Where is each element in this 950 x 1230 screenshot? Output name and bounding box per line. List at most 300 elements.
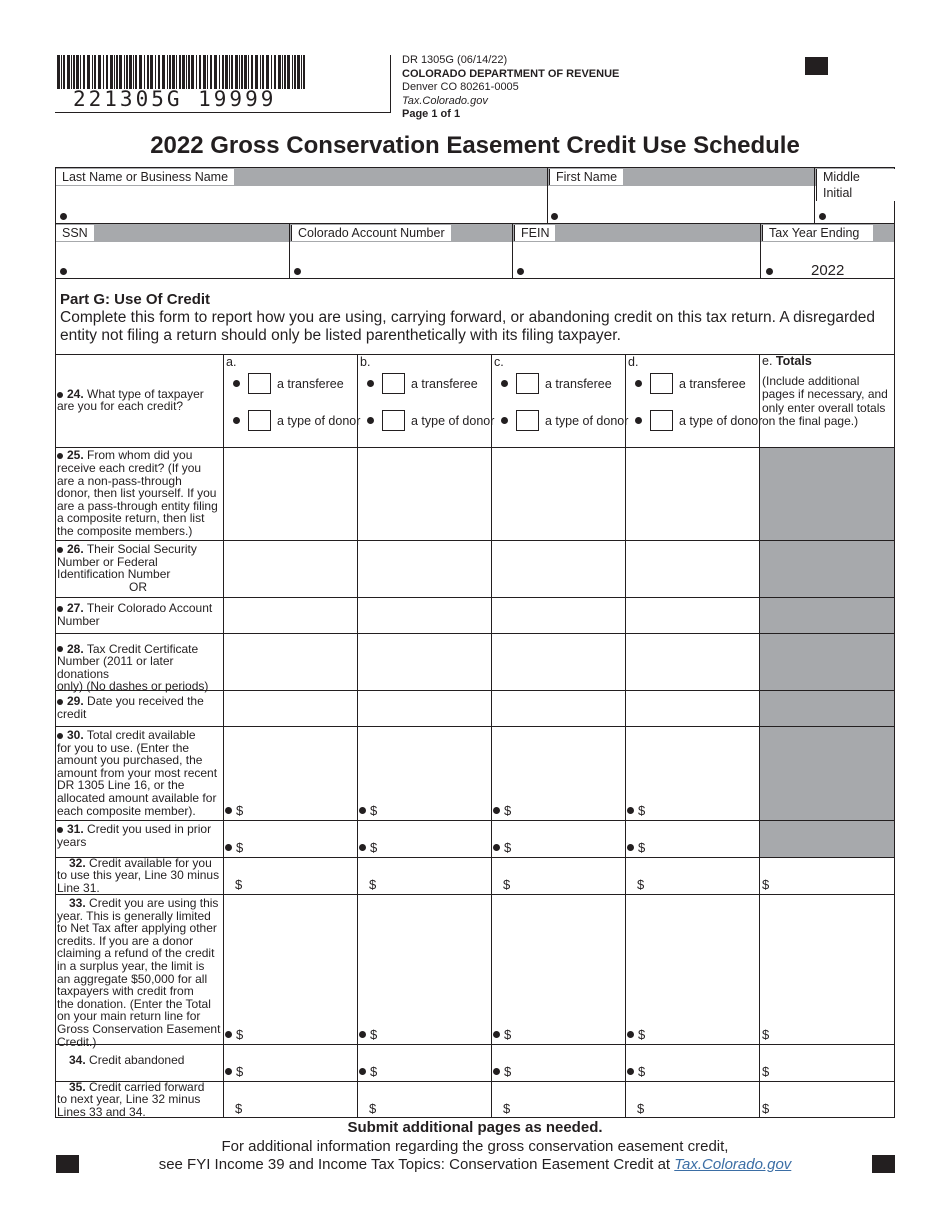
barcode-bar: [292, 55, 293, 89]
line-24-label: [57, 388, 222, 413]
line-33-col-a[interactable]: [223, 894, 357, 1044]
line-24-col-b[interactable]: [357, 354, 495, 447]
currency-prefix: [503, 877, 510, 892]
dollar-sign: $: [236, 803, 244, 818]
totals-shade: [759, 540, 894, 597]
first-name-label: First Name: [549, 169, 623, 185]
tax-colorado-link[interactable]: Tax.Colorado.gov: [674, 1156, 792, 1173]
dollar-sign: $: [503, 1101, 511, 1116]
option-label: a type of donor: [679, 413, 763, 428]
col-b-transferee-checkbox[interactable]: [382, 373, 405, 394]
required-marker: [57, 646, 63, 652]
line-34-col-b[interactable]: [357, 1044, 491, 1081]
department-address: Denver CO 80261-0005: [402, 81, 519, 93]
label-line: each composite member).: [57, 803, 196, 818]
divider: [547, 168, 548, 223]
required-marker: [225, 1031, 232, 1038]
label-line: year. This is generally limited: [57, 908, 211, 923]
label-text: Date you received the: [87, 694, 204, 709]
required-marker: [225, 1068, 232, 1075]
last-name-label: Last Name or Business Name: [56, 169, 234, 185]
line-28-label: [57, 643, 222, 693]
barcode-bar: [239, 55, 240, 89]
col-a-transferee-checkbox[interactable]: [248, 373, 271, 394]
part-g-intro-line1: Complete this form to report how you are using, carrying forward, or abandoning credit on this tax return. A disregarded: [60, 309, 876, 326]
label-line: Lines 33 and 34.: [57, 1104, 146, 1119]
barcode-bar: [67, 55, 70, 89]
tax-year-marker: [766, 268, 773, 275]
currency-prefix: [369, 877, 376, 892]
barcode-bar: [98, 55, 101, 89]
line-34-label: [57, 1054, 222, 1067]
barcode-bar: [61, 55, 62, 89]
barcode-bar: [207, 55, 208, 89]
barcode-bar: [231, 55, 233, 89]
label-line: OR: [129, 580, 147, 595]
line-35-col-d[interactable]: [625, 1081, 759, 1118]
totals-note-line: pages if necessary, and: [762, 387, 888, 401]
line-26-col-a[interactable]: [223, 540, 357, 597]
column-letter: e.: [762, 354, 773, 368]
submit-note: Submit additional pages as needed.: [347, 1119, 603, 1136]
barcode-bar: [294, 55, 296, 89]
line-25-col-b[interactable]: [357, 447, 491, 540]
required-marker: [359, 807, 366, 814]
line-25-col-c[interactable]: [491, 447, 625, 540]
col-d-transferee-option[interactable]: [635, 373, 746, 394]
totals-heading: [762, 355, 894, 369]
line-number: 26.: [67, 542, 84, 557]
column-letter: b.: [360, 355, 371, 369]
line-27-col-a[interactable]: [223, 597, 357, 633]
barcode-bar: [248, 55, 249, 89]
line-33-col-c[interactable]: [491, 894, 625, 1044]
label-text: Credit you used in prior: [87, 822, 212, 836]
totals-shade: [759, 820, 894, 857]
barcode-bar: [301, 55, 302, 89]
line-34-col-d[interactable]: [625, 1044, 759, 1081]
line-33-col-d[interactable]: [625, 894, 759, 1044]
barcode-bar: [266, 55, 269, 89]
line-number: 25.: [67, 448, 84, 463]
required-marker: [501, 417, 508, 424]
barcode-bar: [144, 55, 145, 89]
dollar-sign: $: [762, 1064, 770, 1079]
dollar-sign: $: [504, 1027, 512, 1042]
dollar-sign: $: [638, 803, 646, 818]
currency-prefix: [493, 803, 511, 818]
barcode-bar: [186, 55, 187, 89]
label-line: credit: [57, 706, 87, 721]
divider: [512, 224, 513, 278]
barcode-bar: [71, 55, 72, 89]
required-marker: [225, 844, 232, 851]
line-31-col-b[interactable]: [357, 820, 491, 857]
barcode-bar: [274, 55, 276, 89]
line-32-col-c[interactable]: [491, 857, 625, 894]
barcode-bar: [203, 55, 206, 89]
barcode-bar: [73, 55, 75, 89]
totals-note-line: (Include additional: [762, 373, 860, 388]
line-number: 35.: [69, 1079, 86, 1094]
col-d-donor-option[interactable]: [635, 410, 762, 431]
line-27-label: [57, 602, 222, 627]
required-marker: [501, 380, 508, 387]
required-marker: [367, 380, 374, 387]
totals-label: Totals: [775, 354, 812, 368]
required-marker: [627, 1031, 634, 1038]
currency-prefix: [225, 840, 243, 855]
line-35-total[interactable]: [759, 1081, 894, 1118]
barcode-bar: [76, 55, 79, 89]
barcode-bar: [210, 55, 212, 89]
label-line: on your main return line for: [57, 1009, 201, 1024]
line-32-col-b[interactable]: [357, 857, 491, 894]
line-32-label: [57, 857, 222, 895]
dollar-sign: $: [638, 1064, 646, 1079]
label-line: [57, 897, 222, 910]
barcode-bar: [103, 55, 104, 89]
dollar-sign: $: [235, 877, 243, 892]
co-account-marker: [294, 268, 301, 275]
barcode-bar: [119, 55, 122, 89]
required-marker: [359, 844, 366, 851]
line-31-col-a[interactable]: [223, 820, 357, 857]
line-30-col-c[interactable]: [491, 726, 625, 820]
barcode-bar: [106, 55, 108, 89]
line-31-col-c[interactable]: [491, 820, 625, 857]
barcode-bar: [155, 55, 156, 89]
currency-prefix: [359, 803, 377, 818]
label-line: Gross Conservation Easement: [57, 1021, 221, 1036]
line-28-col-a[interactable]: [223, 633, 357, 690]
scan-marker-top-right: [805, 57, 828, 75]
label-text: Credit available for you: [89, 855, 212, 870]
barcode-bar: [172, 55, 175, 89]
currency-prefix: [493, 1064, 511, 1079]
line-32-col-d[interactable]: [625, 857, 759, 894]
label-line: amount from your most recent: [57, 765, 218, 780]
line-34-col-c[interactable]: [491, 1044, 625, 1081]
label-text: Total credit available: [86, 728, 196, 742]
barcode-bar: [235, 55, 238, 89]
dollar-sign: $: [762, 877, 770, 892]
required-marker: [367, 417, 374, 424]
dollar-sign: $: [504, 803, 512, 818]
col-b-donor-checkbox[interactable]: [382, 410, 405, 431]
line-32-col-a[interactable]: [223, 857, 357, 894]
line-number: 32.: [69, 855, 86, 870]
line-29-label: [57, 695, 222, 720]
required-marker: [359, 1031, 366, 1038]
col-d-transferee-checkbox[interactable]: [650, 373, 673, 394]
label-line: an aggregate $50,000 for all: [57, 971, 208, 986]
dollar-sign: $: [638, 1027, 646, 1042]
label-line: in a surplus year, the limit is: [57, 958, 205, 973]
line-number: 33.: [69, 896, 86, 910]
barcode-divider: [55, 112, 391, 113]
line-30-col-d[interactable]: [625, 726, 759, 820]
column-rule: [759, 354, 760, 1118]
line-26-col-b[interactable]: [357, 540, 491, 597]
line-30-col-a[interactable]: [223, 726, 357, 820]
column-rule: [357, 354, 358, 1118]
barcode-bar: [219, 55, 220, 89]
barcode-bar: [169, 55, 171, 89]
line-number: 31.: [67, 822, 84, 836]
part-g-intro-line2: entity not filing a return should only be listed parenthetically with its filing taxpayer.: [60, 327, 621, 344]
required-marker: [225, 807, 232, 814]
line-28-col-b[interactable]: [357, 633, 491, 690]
col-a-donor-option[interactable]: [233, 410, 360, 431]
currency-prefix: [627, 803, 645, 818]
barcode-bar: [110, 55, 113, 89]
currency-prefix: [225, 1027, 243, 1042]
barcode-bar: [225, 55, 228, 89]
col-c-transferee-checkbox[interactable]: [516, 373, 539, 394]
line-24-col-d[interactable]: [625, 354, 763, 447]
barcode-bar: [150, 55, 153, 89]
col-c-transferee-option[interactable]: [501, 373, 612, 394]
line-26-col-c[interactable]: [491, 540, 625, 597]
totals-shade: [759, 690, 894, 726]
line-29-col-d[interactable]: [625, 690, 759, 726]
co-account-input[interactable]: [304, 244, 508, 276]
col-a-donor-checkbox[interactable]: [248, 410, 271, 431]
col-b-donor-option[interactable]: [367, 410, 494, 431]
barcode: [57, 55, 312, 113]
barcode-bar: [87, 55, 90, 89]
co-account-label: Colorado Account Number: [291, 225, 451, 241]
option-label: a transferee: [679, 376, 746, 391]
dollar-sign: $: [236, 840, 244, 855]
required-marker: [233, 417, 240, 424]
dollar-sign: $: [370, 840, 378, 855]
label-line: only) (No dashes or periods): [57, 679, 209, 694]
totals-shade: [759, 633, 894, 690]
fein-marker: [517, 268, 524, 275]
page-number: Page 1 of 1: [402, 108, 461, 120]
ssn-input[interactable]: [70, 244, 284, 276]
barcode-bar: [191, 55, 194, 89]
currency-prefix: [359, 840, 377, 855]
fein-label: FEIN: [514, 225, 555, 241]
barcode-bar: [162, 55, 165, 89]
fein-input[interactable]: [527, 244, 755, 276]
totals-shade: [759, 726, 894, 820]
barcode-text: 221305G 19999: [73, 87, 277, 111]
identification-block: [55, 167, 895, 279]
line-28-col-c[interactable]: [491, 633, 625, 690]
barcode-bar: [303, 55, 305, 89]
dollar-sign: $: [369, 877, 377, 892]
divider: [814, 168, 815, 223]
barcode-bar: [251, 55, 253, 89]
required-marker: [233, 380, 240, 387]
middle-initial-input[interactable]: [829, 188, 889, 221]
last-name-input[interactable]: [70, 188, 542, 221]
line-25-col-a[interactable]: [223, 447, 357, 540]
line-27-col-b[interactable]: [357, 597, 491, 633]
line-28-col-d[interactable]: [625, 633, 759, 690]
dollar-sign: $: [236, 1027, 244, 1042]
middle-initial-label: Middle Initial: [816, 169, 895, 201]
department-website: Tax.Colorado.gov: [402, 94, 488, 107]
barcode-bar: [214, 55, 217, 89]
first-name-input[interactable]: [562, 188, 810, 221]
label-line: for you to use. (Enter the: [57, 740, 190, 755]
info-line-2: [0, 1156, 950, 1173]
required-marker: [57, 733, 63, 739]
currency-prefix: [359, 1027, 377, 1042]
label-line: Credit.): [57, 1034, 97, 1049]
label-line: Line 31.: [57, 880, 100, 895]
barcode-bar: [63, 55, 65, 89]
label-line: the donation. (Enter the Total: [57, 996, 211, 1011]
col-c-donor-checkbox[interactable]: [516, 410, 539, 431]
line-30-col-b[interactable]: [357, 726, 491, 820]
required-marker: [493, 807, 500, 814]
info-line-1: For additional information regarding the gross conservation easement credit,: [221, 1138, 729, 1155]
line-26-col-d[interactable]: [625, 540, 759, 597]
label-line: credits. If you are a donor: [57, 933, 194, 948]
currency-prefix: [503, 1101, 510, 1116]
label-line: are you for each credit?: [57, 399, 184, 414]
label-line: [57, 823, 222, 836]
dollar-sign: $: [370, 803, 378, 818]
barcode-bar: [284, 55, 286, 89]
label-line: [57, 729, 222, 742]
line-35-col-a[interactable]: [223, 1081, 357, 1118]
barcode-bar: [179, 55, 181, 89]
page-title: 2022 Gross Conservation Easement Credit Use Schedule: [150, 132, 800, 159]
line-number: 30.: [67, 728, 84, 742]
barcode-bar: [297, 55, 300, 89]
barcode-bar: [287, 55, 290, 89]
line-26-label: [57, 543, 222, 593]
info-line-2-text: see FYI Income 39 and Income Tax Topics: Conservation Easement Credit at: [158, 1156, 671, 1173]
required-marker: [359, 1068, 366, 1075]
line-30-label: [57, 729, 222, 817]
required-marker: [493, 844, 500, 851]
label-text: Tax Credit Certificate: [86, 641, 199, 656]
line-33-label: [57, 897, 222, 1048]
line-29-col-c[interactable]: [491, 690, 625, 726]
col-c-donor-option[interactable]: [501, 410, 628, 431]
barcode-bar: [133, 55, 134, 89]
barcode-bar: [188, 55, 190, 89]
barcode-bar: [176, 55, 177, 89]
label-line: Identification Number: [57, 567, 171, 582]
label-line: [57, 543, 222, 556]
dollar-sign: $: [504, 1064, 512, 1079]
line-24-col-a[interactable]: [223, 354, 361, 447]
label-text: What type of taxpayer: [87, 386, 204, 401]
part-g-heading: Part G: Use Of Credit: [60, 291, 211, 308]
line-32-total[interactable]: [759, 857, 894, 894]
line-number: 29.: [67, 694, 84, 709]
barcode-bar: [167, 55, 168, 89]
label-line: amount you purchased, the: [57, 753, 203, 768]
line-24-col-c[interactable]: [491, 354, 629, 447]
divider: [289, 224, 290, 278]
currency-prefix: [359, 1064, 377, 1079]
barcode-bar: [278, 55, 281, 89]
label-line: to next year, Line 32 minus: [57, 1092, 201, 1107]
label-line: DR 1305 Line 16, or the: [57, 778, 185, 793]
line-31-col-d[interactable]: [625, 820, 759, 857]
currency-prefix: [637, 1101, 644, 1116]
column-letter: c.: [494, 355, 504, 369]
line-number: 28.: [67, 641, 84, 656]
col-a-transferee-option[interactable]: [233, 373, 344, 394]
option-label: a type of donor: [411, 413, 495, 428]
required-marker: [57, 827, 63, 833]
dollar-sign: $: [236, 1064, 244, 1079]
barcode-bar: [255, 55, 258, 89]
currency-prefix: [627, 1064, 645, 1079]
col-b-transferee-option[interactable]: [367, 373, 478, 394]
label-line: donor, then list yourself. If you: [57, 486, 217, 501]
column-rule: [491, 354, 492, 1118]
label-line: Number (2011 or later donations: [57, 654, 174, 681]
dollar-sign: $: [762, 1101, 770, 1116]
required-marker: [57, 392, 63, 398]
option-label: a transferee: [545, 376, 612, 391]
line-33-col-b[interactable]: [357, 894, 491, 1044]
barcode-bars: [57, 55, 309, 91]
ssn-label: SSN: [56, 225, 94, 241]
form-header: [402, 54, 619, 122]
required-marker: [635, 417, 642, 424]
totals-column-header: [762, 355, 894, 429]
label-line: to use this year, Line 30 minus: [57, 868, 220, 883]
line-34-total[interactable]: [759, 1044, 894, 1081]
barcode-bar: [158, 55, 160, 89]
barcode-bar: [126, 55, 128, 89]
line-35-col-c[interactable]: [491, 1081, 625, 1118]
option-label: a transferee: [277, 376, 344, 391]
label-line: receive each credit? (If you: [57, 460, 202, 475]
label-line: years: [57, 834, 87, 849]
option-label: a type of donor: [545, 413, 629, 428]
line-35-col-b[interactable]: [357, 1081, 491, 1118]
barcode-bar: [222, 55, 224, 89]
line-33-total[interactable]: [759, 894, 894, 1044]
line-29-col-b[interactable]: [357, 690, 491, 726]
line-25-col-d[interactable]: [625, 447, 759, 540]
ssn-marker: [60, 268, 67, 275]
totals-note-line: only enter overall totals: [762, 400, 886, 415]
line-27-col-c[interactable]: [491, 597, 625, 633]
barcode-bar: [83, 55, 85, 89]
label-text: Their Social Security: [86, 542, 197, 557]
dollar-sign: $: [503, 877, 511, 892]
col-d-donor-checkbox[interactable]: [650, 410, 673, 431]
line-27-col-d[interactable]: [625, 597, 759, 633]
column-rule: [223, 354, 224, 1118]
line-29-col-a[interactable]: [223, 690, 357, 726]
line-number: 27.: [67, 601, 84, 616]
currency-prefix: [235, 1101, 242, 1116]
dollar-sign: $: [637, 877, 645, 892]
barcode-bar: [114, 55, 115, 89]
line-25-label: [57, 449, 222, 537]
line-34-col-a[interactable]: [223, 1044, 357, 1081]
barcode-bar: [260, 55, 261, 89]
required-marker: [493, 1031, 500, 1038]
label-text: From whom did you: [87, 448, 193, 463]
